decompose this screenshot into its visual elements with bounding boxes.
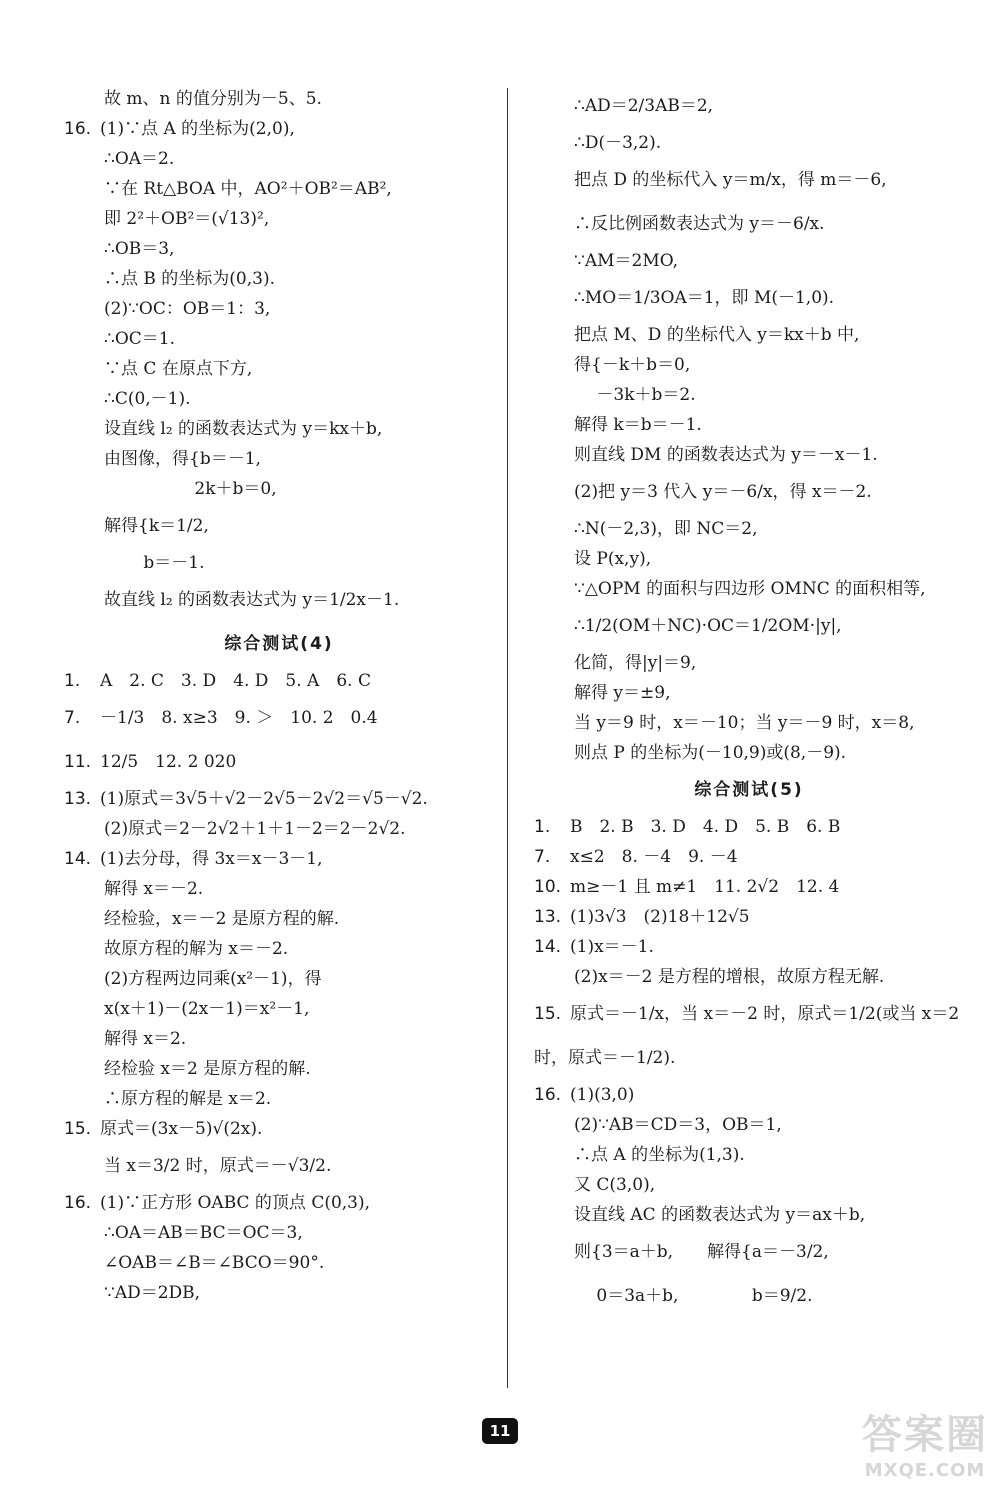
answer-text: ∴OB＝3, bbox=[104, 239, 175, 259]
answer-line bbox=[534, 872, 964, 902]
answer-text: (2)∵AB＝CD＝3，OB＝1, bbox=[574, 1115, 782, 1135]
question-number: 16. bbox=[534, 1085, 562, 1105]
answer-line bbox=[534, 1036, 964, 1080]
answer-text: ∴MO＝1/3OA＝1，即 M(－1,0). bbox=[574, 288, 835, 308]
answer-text: ∴AD＝2/3AB＝2, bbox=[574, 96, 714, 116]
answer-line bbox=[534, 1080, 964, 1110]
answer-line bbox=[64, 1144, 494, 1188]
answer-text: 把点 M、D 的坐标代入 y＝kx＋b 中, bbox=[574, 325, 860, 345]
answer-line bbox=[64, 1278, 494, 1308]
answer-line bbox=[64, 740, 494, 784]
answer-line bbox=[64, 994, 494, 1024]
answer-text: B 2. B 3. D 4. D 5. B 6. B bbox=[570, 817, 841, 837]
answer-text: ∴1/2(OM＋NC)·OC＝1/2OM·|y|, bbox=[574, 616, 842, 636]
answer-line bbox=[64, 1024, 494, 1054]
answer-text: ∴C(0,－1). bbox=[104, 389, 191, 409]
answer-line bbox=[534, 320, 964, 350]
answer-text: 故 m、n 的值分别为－5、5. bbox=[104, 89, 322, 109]
answer-text: 又 C(3,0), bbox=[574, 1175, 656, 1195]
answer-line bbox=[64, 548, 494, 578]
question-number: 15. bbox=[534, 1004, 562, 1024]
answer-line bbox=[534, 604, 964, 648]
answer-line bbox=[534, 350, 964, 380]
question-number: 7. bbox=[534, 847, 551, 867]
answer-text: 经检验 x＝2 是原方程的解. bbox=[104, 1059, 311, 1079]
answer-text: ∵在 Rt△BOA 中，AO²＋OB²＝AB², bbox=[104, 179, 392, 199]
answer-line bbox=[64, 814, 494, 844]
answer-line bbox=[64, 234, 494, 264]
answer-line bbox=[534, 1170, 964, 1200]
column-divider bbox=[507, 88, 508, 1388]
answer-text: 解得 k＝b＝－1. bbox=[574, 415, 702, 435]
answer-line bbox=[64, 144, 494, 174]
answer-line bbox=[534, 514, 964, 544]
answer-text: ∴反比例函数表达式为 y＝－6/x. bbox=[574, 214, 825, 234]
question-number: 13. bbox=[534, 907, 562, 927]
answer-text: 时，原式＝－1/2). bbox=[534, 1048, 676, 1068]
answer-line bbox=[534, 812, 964, 842]
answer-text: (1)∵点 A 的坐标为(2,0), bbox=[100, 119, 295, 139]
question-number: 11. bbox=[64, 752, 92, 772]
answer-line bbox=[534, 1110, 964, 1140]
answer-line bbox=[64, 1084, 494, 1114]
answer-text: 由图像，得{b＝－1, bbox=[104, 449, 261, 469]
answer-line bbox=[534, 992, 964, 1036]
answer-line bbox=[64, 474, 494, 504]
question-number: 13. bbox=[64, 789, 92, 809]
answer-text: ∵△OPM 的面积与四边形 OMNC 的面积相等, bbox=[574, 579, 926, 599]
answer-text: 解得 x＝2. bbox=[104, 1029, 187, 1049]
answer-line bbox=[64, 504, 494, 548]
question-number: 14. bbox=[534, 937, 562, 957]
answer-text: m≥－1 且 m≠1 11. 2√2 12. 4 bbox=[570, 877, 840, 897]
answer-line bbox=[64, 354, 494, 384]
question-number: 1. bbox=[64, 671, 81, 691]
left-column bbox=[64, 84, 494, 1308]
answer-line bbox=[64, 578, 494, 622]
answer-text: x(x＋1)－(2x－1)＝x²－1, bbox=[104, 999, 310, 1019]
answer-line bbox=[64, 1054, 494, 1084]
answer-line bbox=[64, 264, 494, 294]
answer-text: 设直线 l₂ 的函数表达式为 y＝kx＋b, bbox=[104, 419, 383, 439]
answer-line bbox=[534, 410, 964, 440]
answer-line bbox=[534, 678, 964, 708]
answer-line bbox=[534, 544, 964, 574]
answer-text: 故直线 l₂ 的函数表达式为 y＝1/2x－1. bbox=[104, 590, 400, 610]
watermark-bottom: MXQE.COM bbox=[864, 1460, 986, 1481]
answer-line bbox=[534, 158, 964, 202]
answer-line bbox=[64, 174, 494, 204]
answer-line bbox=[64, 1188, 494, 1218]
answer-text: ∴OA＝AB＝BC＝OC＝3, bbox=[104, 1223, 303, 1243]
answer-line bbox=[534, 738, 964, 768]
answer-line bbox=[534, 708, 964, 738]
answer-text: (2)把 y＝3 代入 y＝－6/x，得 x＝－2. bbox=[574, 482, 872, 502]
answer-line bbox=[64, 1114, 494, 1144]
answer-text: 解得 y＝±9, bbox=[574, 683, 671, 703]
answer-text: －1/3 8. x≥3 9. ＞ 10. 2 0.4 bbox=[100, 708, 378, 728]
question-number: 15. bbox=[64, 1119, 92, 1139]
answer-text: ∴D(－3,2). bbox=[574, 133, 662, 153]
answer-text: 解得{k＝1/2, bbox=[104, 516, 209, 536]
answer-line bbox=[534, 1140, 964, 1170]
answer-text: 0＝3a＋b, b＝9/2. bbox=[574, 1286, 813, 1306]
answer-line bbox=[534, 84, 964, 128]
answer-line bbox=[534, 962, 964, 992]
answer-line bbox=[64, 384, 494, 414]
answer-line bbox=[64, 114, 494, 144]
answer-line bbox=[64, 84, 494, 114]
answer-text: 则{3＝a＋b, 解得{a＝－3/2, bbox=[574, 1242, 829, 1262]
answer-text: ∴原方程的解是 x＝2. bbox=[104, 1089, 272, 1109]
answer-line bbox=[64, 444, 494, 474]
answer-text: b＝－1. bbox=[104, 553, 205, 573]
answer-line bbox=[534, 128, 964, 158]
answer-line bbox=[64, 874, 494, 904]
answer-text: 得{－k＋b＝0, bbox=[574, 355, 691, 375]
answer-line bbox=[64, 324, 494, 354]
answer-text: (1)原式＝3√5＋√2－2√5－2√2＝√5－√2. bbox=[100, 789, 428, 809]
answer-text: 12/5 12. 2 020 bbox=[100, 752, 237, 772]
answer-text: (1)∵正方形 OABC 的顶点 C(0,3), bbox=[100, 1193, 371, 1213]
answer-line bbox=[534, 1274, 964, 1318]
section-title: 综合测试(4) bbox=[224, 634, 334, 654]
answer-line bbox=[534, 932, 964, 962]
answer-line bbox=[534, 902, 964, 932]
right-column bbox=[534, 84, 964, 1318]
answer-line bbox=[64, 696, 494, 740]
watermark-top: 答案圈 bbox=[862, 1412, 988, 1458]
answer-text: (2)方程两边同乘(x²－1)，得 bbox=[104, 969, 322, 989]
answer-text: 则点 P 的坐标为(－10,9)或(8,－9). bbox=[574, 743, 847, 763]
answer-text: 化简，得|y|＝9, bbox=[574, 653, 697, 673]
answer-text: 2k＋b＝0, bbox=[104, 479, 277, 499]
answer-line bbox=[64, 294, 494, 324]
answer-text: A 2. C 3. D 4. D 5. A 6. C bbox=[100, 671, 371, 691]
section-title: 综合测试(5) bbox=[694, 780, 804, 800]
answer-line bbox=[534, 842, 964, 872]
watermark-logo bbox=[860, 1410, 990, 1500]
answer-text: ∵点 C 在原点下方, bbox=[104, 359, 253, 379]
answer-line bbox=[534, 648, 964, 678]
answer-text: 则直线 DM 的函数表达式为 y＝－x－1. bbox=[574, 445, 878, 465]
answer-text: (1)x＝－1. bbox=[570, 937, 654, 957]
answer-text: (1)去分母，得 3x＝x－3－1, bbox=[100, 849, 323, 869]
answer-text: x≤2 8. －4 9. －4 bbox=[570, 847, 738, 867]
answer-text: ∴OA＝2. bbox=[104, 149, 175, 169]
answer-text: ∴OC＝1. bbox=[104, 329, 175, 349]
answer-line bbox=[534, 440, 964, 470]
answer-line bbox=[64, 934, 494, 964]
answer-text: (2)原式＝2－2√2＋1＋1－2＝2－2√2. bbox=[104, 819, 406, 839]
question-number: 10. bbox=[534, 877, 562, 897]
answer-line bbox=[534, 276, 964, 320]
answer-text: －3k＋b＝2. bbox=[574, 385, 696, 405]
answer-text: (1)3√3 (2)18＋12√5 bbox=[570, 907, 750, 927]
answer-line bbox=[534, 1200, 964, 1230]
answer-line bbox=[64, 1248, 494, 1278]
answer-line bbox=[64, 844, 494, 874]
question-number: 16. bbox=[64, 1193, 92, 1213]
answer-text: 当 y＝9 时，x＝－10；当 y＝－9 时，x＝8, bbox=[574, 713, 915, 733]
answer-text: ∠OAB＝∠B＝∠BCO＝90°. bbox=[104, 1253, 325, 1273]
answer-text: 解得 x＝－2. bbox=[104, 879, 204, 899]
answer-line bbox=[64, 784, 494, 814]
answer-text: ∵AM＝2MO, bbox=[574, 251, 679, 271]
answer-text: ∴点 A 的坐标为(1,3). bbox=[574, 1145, 745, 1165]
answer-text: 原式＝(3x－5)√(2x). bbox=[100, 1119, 263, 1139]
answer-line bbox=[534, 202, 964, 246]
answer-line bbox=[64, 204, 494, 234]
answer-text: 设 P(x,y), bbox=[574, 549, 652, 569]
answer-line bbox=[64, 666, 494, 696]
answer-text: (2)∵OC：OB＝1：3, bbox=[104, 299, 271, 319]
answer-text: ∵AD＝2DB, bbox=[104, 1283, 201, 1303]
answer-text: 当 x＝3/2 时，原式＝－√3/2. bbox=[104, 1156, 332, 1176]
answer-text: 设直线 AC 的函数表达式为 y＝ax＋b, bbox=[574, 1205, 866, 1225]
answer-line bbox=[534, 470, 964, 514]
answer-text: 经检验，x＝－2 是原方程的解. bbox=[104, 909, 340, 929]
answer-line bbox=[534, 380, 964, 410]
answer-text: 把点 D 的坐标代入 y＝m/x，得 m＝－6, bbox=[574, 170, 887, 190]
answer-text: 故原方程的解为 x＝－2. bbox=[104, 939, 289, 959]
answer-text: (1)(3,0) bbox=[570, 1085, 635, 1105]
question-number: 16. bbox=[64, 119, 92, 139]
answer-line bbox=[64, 904, 494, 934]
question-number: 14. bbox=[64, 849, 92, 869]
answer-text: (2)x＝－2 是方程的增根，故原方程无解. bbox=[574, 967, 885, 987]
answer-line bbox=[64, 964, 494, 994]
answer-line bbox=[534, 574, 964, 604]
answer-text: ∴点 B 的坐标为(0,3). bbox=[104, 269, 276, 289]
answer-line bbox=[534, 246, 964, 276]
answer-text: 原式＝－1/x，当 x＝－2 时，原式＝1/2(或当 x＝2 bbox=[570, 1004, 960, 1024]
answer-text: ∴N(－2,3)，即 NC＝2, bbox=[574, 519, 758, 539]
answer-line bbox=[534, 1230, 964, 1274]
question-number: 7. bbox=[64, 708, 81, 728]
answer-line bbox=[64, 414, 494, 444]
page-number-badge: 11 bbox=[482, 1418, 518, 1444]
question-number: 1. bbox=[534, 817, 551, 837]
answer-text: 即 2²＋OB²＝(√13)², bbox=[104, 209, 270, 229]
answer-line bbox=[64, 1218, 494, 1248]
